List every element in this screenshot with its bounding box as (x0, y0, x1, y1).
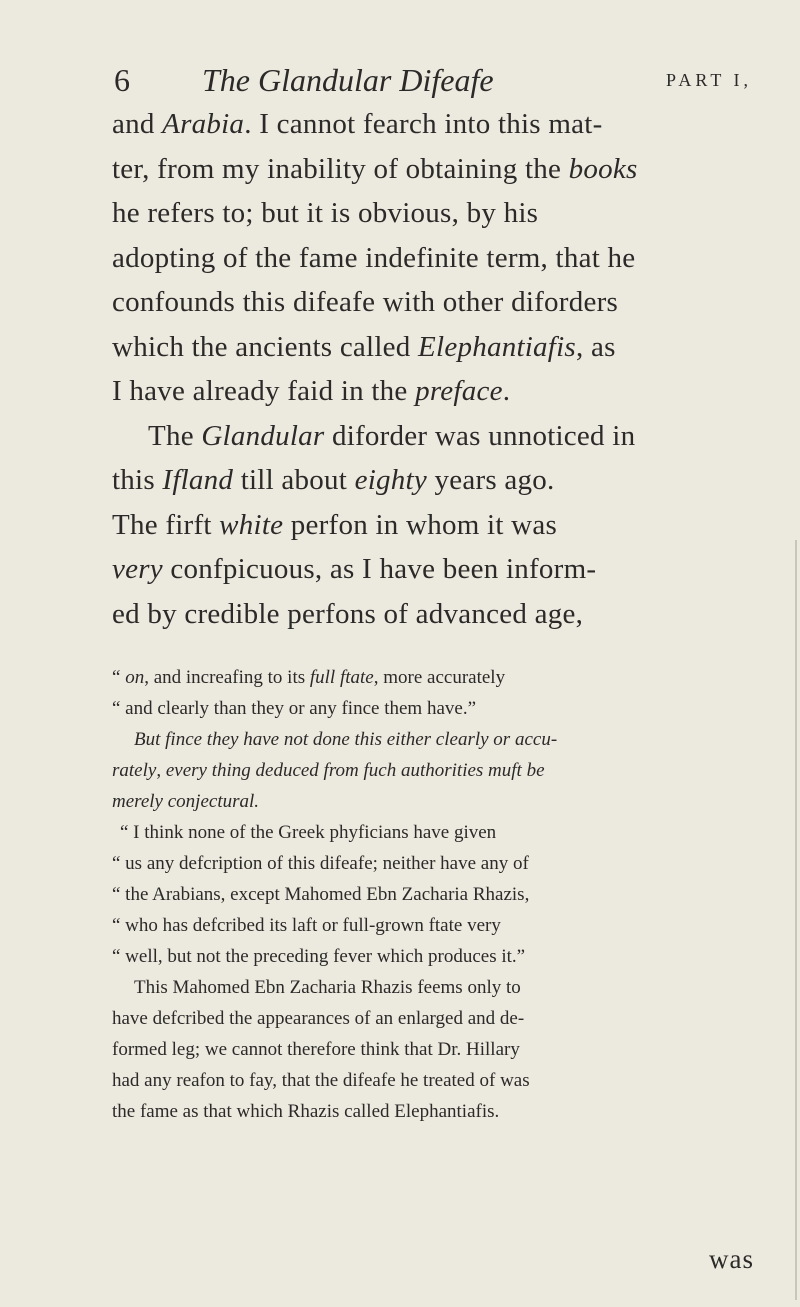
part-label: PART I, (666, 70, 752, 90)
catchword: was (709, 1244, 754, 1274)
text-run: “ and clearly than they or any fince them have.” (112, 698, 476, 719)
page-edge-line (795, 540, 797, 1300)
text-run: merely conjectural. (112, 791, 260, 812)
page-header (112, 62, 760, 100)
text-run: very (112, 553, 163, 585)
text-line (112, 592, 760, 637)
text-run: preface (415, 375, 503, 407)
text-line (112, 503, 760, 548)
text-line (112, 547, 760, 592)
text-run: , more accurately (373, 667, 506, 688)
text-run: “ who has defcribed its laft or full-grown ftate very (112, 915, 501, 936)
text-run: . I cannot fearch into this mat- (244, 108, 603, 140)
text-run: books (568, 152, 638, 185)
text-run: , and increafing to its (144, 667, 310, 688)
text-run: , (156, 760, 166, 781)
text-line (112, 147, 760, 192)
text-run: “ well, but not the preceding fever which produces it.” (112, 946, 526, 967)
text-run: adopting of the fame indefinite term, that he (112, 241, 636, 274)
text-run: confounds this difeafe with other diforders (112, 286, 619, 318)
text-run: ter, from my inability of obtaining the (112, 152, 569, 185)
text-run: Ifland (162, 464, 234, 496)
footnote-line (112, 786, 760, 817)
footnote-line (112, 755, 760, 786)
footnote-line (112, 1065, 760, 1096)
main-text (112, 102, 760, 636)
text-run: “ the Arabians, except Mahomed Ebn Zacharia Rhazis, (112, 884, 530, 905)
footnote-line (112, 848, 760, 879)
footnote (112, 662, 760, 1127)
text-line (112, 325, 760, 370)
text-run: But fince they have not done this either clearly or accu- (134, 729, 558, 750)
footnote-line (112, 1096, 760, 1127)
text-line (112, 191, 760, 236)
text-run: “ (112, 667, 126, 688)
text-run: eighty (354, 464, 427, 496)
text-run: which the ancients called (112, 330, 419, 363)
text-run: and (112, 108, 163, 140)
footnote-line (112, 879, 760, 910)
footnote-line (112, 910, 760, 941)
text-run: every thing deduced from fuch authorities muft be (165, 760, 545, 781)
text-run: Elephantiafis (418, 330, 576, 363)
text-run: The (148, 419, 202, 452)
footnote-line (112, 724, 760, 755)
footnote-line (112, 693, 760, 724)
text-line (112, 369, 760, 414)
text-run: the fame as that which Rhazis called Elephantiafis. (112, 1101, 500, 1122)
text-run: I have already faid in the (112, 375, 416, 407)
text-run: rately (112, 760, 157, 781)
text-run: confpicuous, as I have been inform- (162, 553, 597, 585)
footnote-line (112, 817, 760, 848)
text-line (112, 102, 760, 147)
text-run: ed by credible perfons of advanced age, (112, 597, 584, 630)
text-run: “ us any defcription of this difeafe; neither have any of (112, 853, 529, 874)
footnote-line (112, 662, 760, 693)
text-run: “ I think none of the Greek phyficians have given (120, 822, 497, 843)
text-line (112, 414, 760, 459)
text-run: full ftate (309, 667, 374, 688)
footnote-line (112, 972, 760, 1003)
running-title: The Glandular Difeafe (202, 62, 494, 98)
text-run: , as (575, 330, 616, 363)
text-run: The firft (112, 508, 220, 541)
text-run: formed leg; we cannot therefore think that Dr. Hillary (112, 1039, 520, 1060)
text-run: perfon in whom it was (283, 508, 557, 541)
footnote-line (112, 941, 760, 972)
text-line (112, 280, 760, 325)
text-run: this (112, 464, 163, 496)
text-run: . (502, 375, 511, 407)
text-line (112, 236, 760, 281)
footnote-line (112, 1003, 760, 1034)
page-number: 6 (114, 62, 130, 98)
text-run: diforder was unnoticed in (324, 419, 636, 452)
text-run: had any reafon to fay, that the difeafe he treated of was (112, 1070, 530, 1091)
text-run: white (219, 508, 284, 541)
text-run: Arabia (162, 108, 245, 140)
text-run: on (125, 667, 145, 688)
text-run: he refers to; but it is obvious, by his (112, 197, 539, 229)
text-run: have defcribed the appearances of an enlarged and de- (112, 1008, 525, 1029)
text-run: This Mahomed Ebn Zacharia Rhazis feems only to (134, 977, 521, 998)
text-run: Glandular (201, 419, 325, 452)
text-run: years ago. (426, 464, 555, 496)
footnote-line (112, 1034, 760, 1065)
text-run: till about (233, 464, 355, 496)
text-line (112, 458, 760, 503)
